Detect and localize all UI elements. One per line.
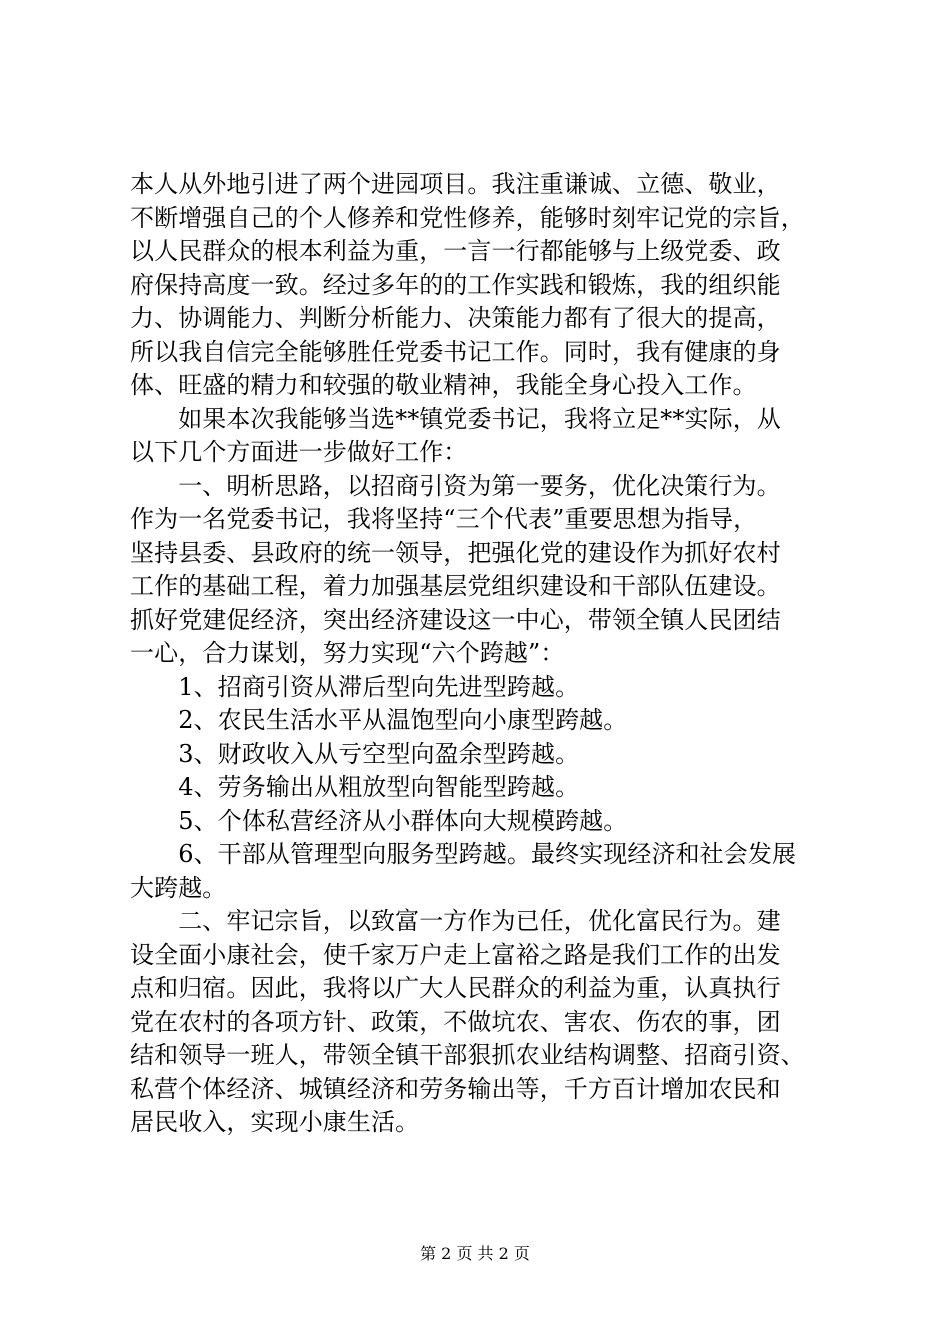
text-line: 居民收入，实现小康生活。 (130, 1108, 420, 1136)
text-line: 1、招商引资从滞后型向先进型跨越。 (130, 672, 580, 701)
text-line: 工作的基础工程，着力加强基层党组织建设和干部队伍建设。 (130, 572, 781, 600)
text-line: 以下几个方面进一步做好工作： (130, 438, 468, 466)
text-line: 3、财政收入从亏空型向盈余型跨越。 (130, 739, 580, 768)
page-number-label: 第 2 页 共 2 页 (420, 1244, 530, 1263)
page-footer (0, 1244, 950, 1264)
text-line: 所以我自信完全能够胜任党委书记工作。同时，我有健康的身 (130, 337, 781, 366)
text-line: 一、明析思路，以招商引资为第一要务，优化决策行为。 (130, 471, 781, 500)
text-line: 私营个体经济、城镇经济和劳务输出等，千方百计增加农民和 (130, 1074, 781, 1103)
text-line: 本人从外地引进了两个进园项目。我注重谦诚、立德、敬业， (130, 170, 781, 198)
text-line: 大跨越。 (130, 873, 227, 902)
text-line: 二、牢记宗旨，以致富一方作为已任，优化富民行为。建 (130, 907, 781, 935)
body-text (130, 168, 830, 1140)
text-line: 4、劳务输出从粗放型向智能型跨越。 (130, 773, 580, 801)
text-line: 2、农民生活水平从温饱型向小康型跨越。 (130, 706, 628, 734)
text-line: 一心，合力谋划，努力实现“六个跨越”： (130, 639, 565, 667)
text-line: 作为一名党委书记，我将坚持“三个代表”重要思想为指导， (130, 505, 758, 533)
text-line: 5、个体私营经济从小群体向大规模跨越。 (130, 806, 628, 835)
text-line: 抓好党建促经济，突出经济建设这一中心，带领全镇人民团结 (130, 605, 781, 634)
text-line: 府保持高度一致。经过多年的的工作实践和锻炼，我的组织能 (130, 270, 781, 299)
text-line: 设全面小康社会，使千家万户走上富裕之路是我们工作的出发 (130, 940, 781, 969)
text-line: 力、协调能力、判断分析能力、决策能力都有了很大的提高， (130, 304, 781, 332)
text-line: 党在农村的各项方针、政策，不做坑农、害农、伤农的事，团 (130, 1007, 781, 1036)
text-line: 以人民群众的根本利益为重，一言一行都能够与上级党委、政 (130, 237, 781, 265)
text-line: 6、干部从管理型向服务型跨越。最终实现经济和社会发展 (130, 840, 797, 868)
text-line: 点和归宿。因此，我将以广大人民群众的利益为重，认真执行 (130, 974, 781, 1002)
text-line: 体、旺盛的精力和较强的敬业精神，我能全身心投入工作。 (130, 371, 757, 399)
text-line: 如果本次我能够当选**镇党委书记，我将立足**实际，从 (130, 404, 781, 433)
text-line: 坚持县委、县政府的统一领导，把强化党的建设作为抓好农村 (130, 538, 781, 567)
text-line: 不断增强自己的个人修养和党性修养，能够时刻牢记党的宗旨， (130, 203, 805, 232)
text-line: 结和领导一班人，带领全镇干部狠抓农业结构调整、招商引资、 (130, 1041, 805, 1069)
